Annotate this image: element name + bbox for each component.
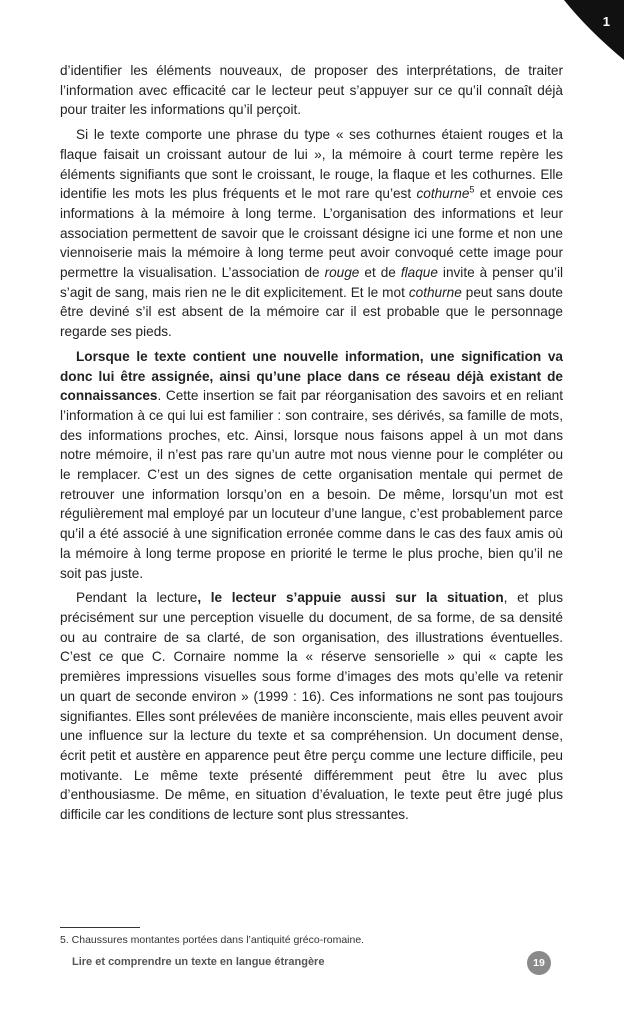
paragraph-3	[60, 347, 563, 583]
paragraph-3-text: . Cette insertion se fait par réorganisation des savoirs et en reliant l’information à ce qui lui est familier : son contraire, ses dérivés, sa famille de mots, des informations proches, etc. Ainsi, lorsque nous faisons appel à un mot dans notre mémoire, il n’est pas rare qu’un autre mot nous vienne pour le compléter ou le remplacer. C’est un des signes de cette organisation mentale qui permet de retrouver une information lorsqu’on en a besoin. De même, lorsqu’un mot est régulièrement mal employé par un locuteur d’une langue, c’est probablement parce qu’il a été associé à une signification erronée comme dans le cas des faux amis où la mémoire à long terme propose en priorité le terme le plus proche, bien qu’il ne soit pas juste.	[60, 388, 563, 581]
paragraph-2-text-b: et envoie ces informations à la mémoire à long terme. L’organisation des informations et leur association permettent de savoir que le croissant désigne ici une forme et non une viennoiserie mais la mémoire à long terme peut avoir convoqué cette image pour permettre la visualisation. L’association de	[60, 186, 563, 281]
term-cothurne-2: cothurne	[408, 284, 462, 300]
paragraph-2-text-a: Si le texte comporte une phrase du type « ses cothurnes étaient rouges et la flaque faisait un croissant autour de lui », la mémoire à court terme repère les éléments signifiants que sont le croissant, le rouge, la flaque et les cothurnes. Elle identifie les mots les plus fréquents et le mot rare qu’est	[60, 127, 563, 202]
corner-tab-shape	[560, 0, 624, 64]
footer-book-title: Lire et comprendre un texte en langue étrangère	[72, 956, 325, 968]
footnote-divider	[60, 927, 140, 928]
paragraph-2-text-d: invite à penser qu’il s’agit de sang, mais rien ne le dit explicitement. Et le mot	[60, 265, 564, 300]
body-text	[60, 61, 563, 830]
footnote-5: 5. Chaussures montantes portées dans l’antiquité gréco-romaine.	[60, 934, 365, 946]
paragraph-4-text-a: Pendant la lecture	[76, 590, 198, 606]
term-rouge: rouge	[324, 265, 360, 281]
paragraph-4	[60, 588, 563, 824]
page-number-badge: 19	[527, 951, 551, 975]
footnote-ref: 5	[469, 184, 475, 195]
chapter-corner-tab	[560, 0, 624, 64]
paragraph-1-text: d’identifier les éléments nouveaux, de proposer des interprétations, de traiter l’information avec efficacité car le lecteur peut s’appuyer sur ce qu’il connaît déjà pour traiter les informations qu’il perçoit.	[60, 63, 563, 118]
paragraph-2-text-c: et de	[359, 265, 401, 281]
paragraph-4-text-b: , et plus précisément sur une perception visuelle du document, de sa forme, de sa densité ou au contraire de sa clarté, de son organisation, des illustrations éventuelles. C’est ce que C. Cornaire nomme la « réserve sensorielle » qui « capte les premières impressions visuelles sous forme d’images des mots qu’elle va retenir un quart de seconde environ » (1999 : 16). Ces informations ne sont pas toujours signifiantes. Elles sont prélevées de manière inconsciente, mais elles peuvent avoir une influence sur la lecture du texte et sa compréhension. Un document dense, écrit petit et austère en apparence peut être perçu comme une lecture difficile, peu motivante. Le même texte présenté différemment peut être lu avec plus d’enthousiasme. De même, en situation d’évaluation, le texte peut être jugé plus difficile car les conditions de lecture sont plus stressantes.	[60, 590, 563, 823]
term-cothurne: cothurne	[416, 186, 470, 202]
paragraph-1	[60, 61, 563, 120]
paragraph-2-text-e: peut sans doute être deviné s’il est absent de la mémoire car il est probable que le personnage regarde ses pieds.	[60, 284, 563, 340]
chapter-number: 1	[602, 14, 610, 29]
term-flaque: flaque	[400, 265, 438, 281]
paragraph-3-emphasis: Lorsque le texte contient une nouvelle information, une signification va donc lui être assignée, ainsi qu’une place dans ce réseau déjà existant de connaissances	[60, 348, 563, 404]
paragraph-2	[60, 125, 563, 342]
paragraph-4-emphasis: , le lecteur s’appuie aussi sur la situation	[197, 590, 504, 606]
